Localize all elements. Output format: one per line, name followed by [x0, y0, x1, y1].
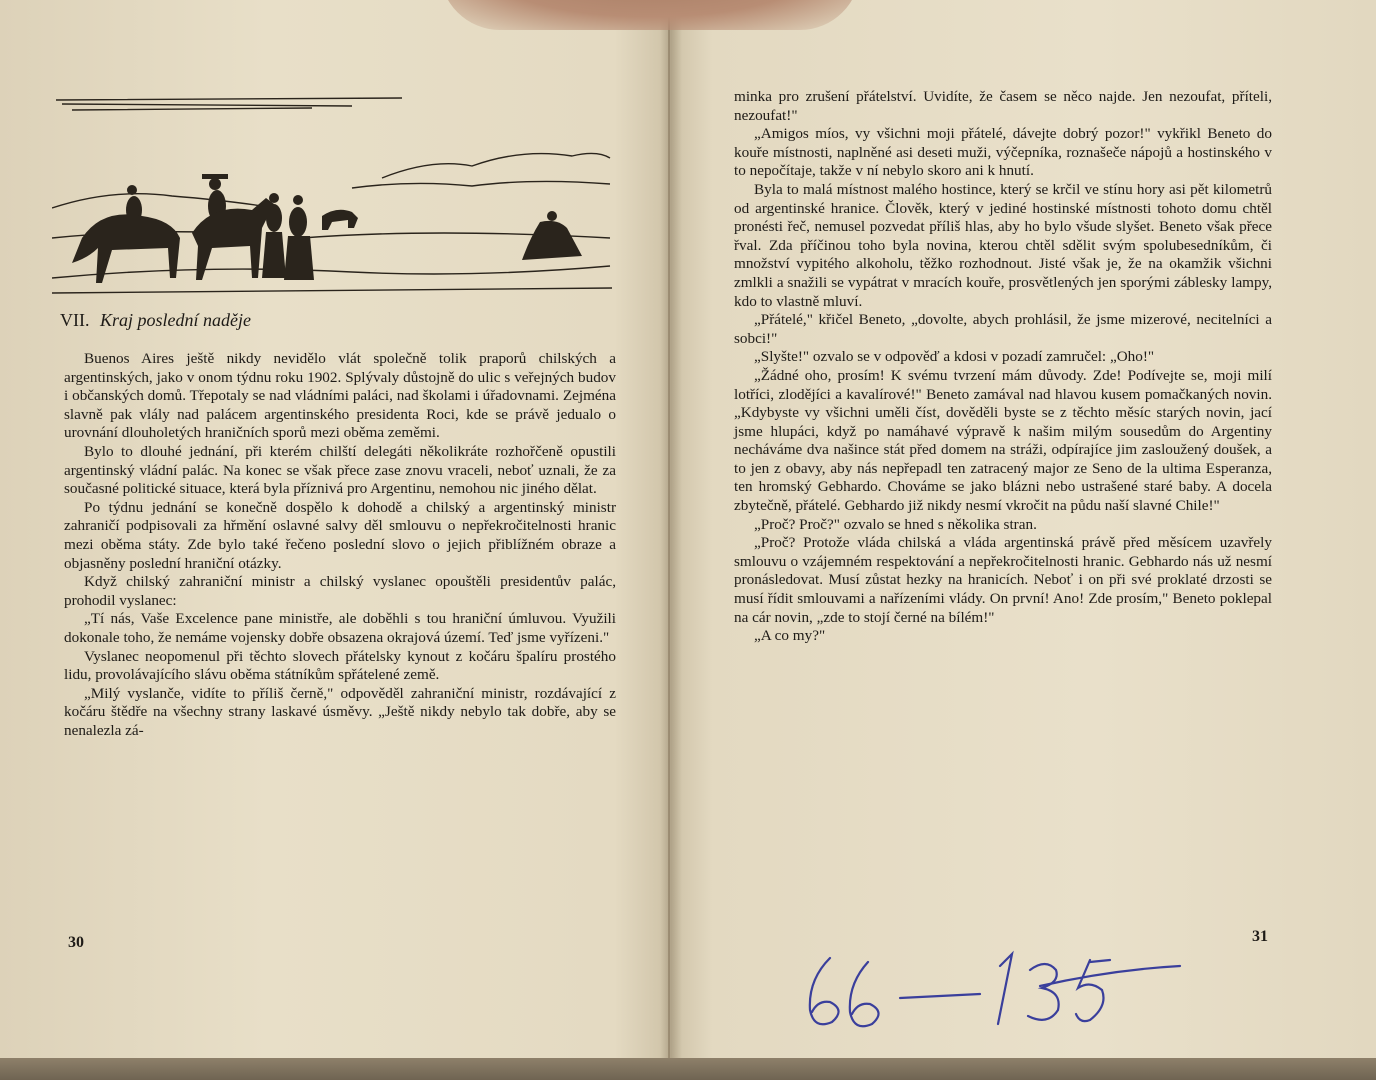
handwritten-pencil-note	[790, 940, 1190, 1040]
book-gutter	[660, 0, 682, 1068]
paragraph: „Tí nás, Vaše Excelence pane ministře, ale doběhli s tou hraniční úmluvou. Využili dokonale toho, že nemáme vojensky dobře obsazena okrajová území. Teď jsme vyřízeni."	[64, 610, 616, 646]
chapter-heading	[60, 310, 251, 331]
left-page	[0, 0, 668, 1068]
paragraph: „Proč? Proč?" ozvalo se hned s několika stran.	[754, 515, 1037, 533]
paragraph: „Proč? Protože vláda chilská a vláda argentinská právě před měsícem uzavřely smlouvu o vzájemném respektování a nepřekročitelnosti hranic. Gebhardo nás už nesmí pronásledovat. Musí zůstat hezky na hranicích. Neboť i on při své proklaté drzosti se musí řídit smlouvami a nařízeními vlády. On první! Ano! Zde prosím," Beneto poklepal na cár novin, „zde to stojí černé na bílém!"	[734, 534, 1272, 626]
paragraph: „Amigos míos, vy všichni moji přátelé, dávejte dobrý pozor!" vykřikl Beneto do kouře místnosti, naplněné asi deseti muži, výčepníka, roznašeče nápojů a hostinského v to nepočítaje, takže v ní nebylo skoro ani k hnutí.	[734, 125, 1272, 180]
paragraph: Když chilský zahraniční ministr a chilský vyslanec opouštěli presidentův palác, prohodil vyslanec:	[64, 573, 616, 609]
paragraph: Bylo to dlouhé jednání, při kterém chilští delegáti několikráte rozhořčeně opustili argentinský vládní palác. Na konec se však přece zase znovu vraceli, neboť uznali, že za současné politické situace, která byla příznivá pro Argentinu, nemohou nic jiného dělat.	[64, 442, 616, 498]
paragraph: „A co my?"	[754, 627, 826, 645]
page-number-right: 31	[1252, 928, 1268, 945]
paragraph: Vyslanec neopomenul při těchto slovech přátelsky kynout z kočáru špalíru prostého lidu, provolávajícího slávu oběma státníkům spřátelené země.	[64, 647, 616, 684]
chapter-title: Kraj poslední naděje	[100, 310, 251, 330]
paragraph: „Slyšte!" ozvalo se v odpověď a kdosi v pozadí zamručel: „Oho!"	[754, 348, 1155, 366]
paragraph: „Žádné oho, prosím! K svému tvrzení mám důvody. Zde! Podívejte se, moji milí lotříci, zlodějíci a kavalírové!" Beneto zamával nad hlavou kusem pomačkaných novin. „Kdybyste vy všichni uměli číst, dověděli byste se z těchto měsíc starých novin, jací jsme hlupáci, když po namáhavé výpravě k našim milým sousedům do Argentiny necháváme dva našince stát před domem na stráži, odpírajíce jim zasloužený doušek, a to jen z obavy, aby nás nepřepadl ten zatracený major ze Seno de la ultima Esperanza, ten hromský Gebhardo. Chováme se jako blázni nebo ustrašené staré baby. A docela zbytečně, přátelé. Gebhardo již nikdy nesmí vkročit na půdu naší slavné Chile!"	[734, 366, 1272, 515]
page-number-left: 30	[68, 934, 84, 951]
thumb-holding-page	[440, 0, 860, 30]
paragraph: Buenos Aires ještě nikdy nevidělo vlát společně tolik praporů chilských a argentinských, jako v onom týdnu roku 1902. Splývaly důstojně do ulic s veřejných budov i občanských domů. Třepotaly se nad vládními paláci, nad školami i úřadovnami. Zejména slavně pak vlály nad palácem argentinského presidenta Roci, kde se právě jedualo o urovnání dlouholetých hraničních sporů mezi oběma zeměmi.	[64, 350, 616, 442]
paragraph: Byla to malá místnost malého hostince, který se krčil ve stínu hory asi pět kilometrů od argentinské hranice. Člověk, který v jediné hostinské místnosti tohoto domu chtěl pronésti řeč, nemusel pozvedat příliš hlas, aby ho bylo všude slyšet. Beneto však přece řval. Zda příčinou toho byla novina, kterou chtěl sdělit svým spolubesedníkům, či množství vypitého alkoholu, těžko rozhodnout. Jisté však je, že na okamžik všichni zmlkli a snažili se vypátrat v mracích kouře, prosvětlených jen sporými záblesky lampy, kdo to vlastně mluví.	[734, 180, 1272, 310]
page-bottom-edge	[0, 1058, 1376, 1080]
chapter-number: VII.	[60, 310, 90, 330]
left-page-body	[64, 350, 616, 740]
paragraph: „Přátelé," křičel Beneto, „dovolte, abych prohlásil, že jsme mizerové, necitelníci a sobci!"	[734, 311, 1272, 347]
right-page-body	[734, 88, 1272, 646]
paragraph: minka pro zrušení přátelství. Uvidíte, že časem se něco najde. Jen nezoufat, příteli, nezoufat!"	[734, 88, 1272, 124]
paragraph: „Milý vyslanče, vidíte to příliš černě," odpověděl zahraniční ministr, rozdávající z kočáru štědře na všechny strany laskavé úsměvy. „Ještě nikdy nebylo tak dobře, aby se nenalezla zá-	[64, 684, 616, 739]
right-page	[670, 0, 1376, 1068]
gauchos-landscape-illustration	[52, 88, 612, 300]
paragraph: Po týdnu jednání se konečně dospělo k dohodě a chilský a argentinský ministr zahraničí podpisovali za hřmění oslavné salvy děl smlouvu o nepřekročitelnosti hranic mezi oběma státy. Zde bylo také řečeno poslední slovo o jejich přiblížném obraze a objasněny poslední hraniční otázky.	[64, 498, 616, 572]
